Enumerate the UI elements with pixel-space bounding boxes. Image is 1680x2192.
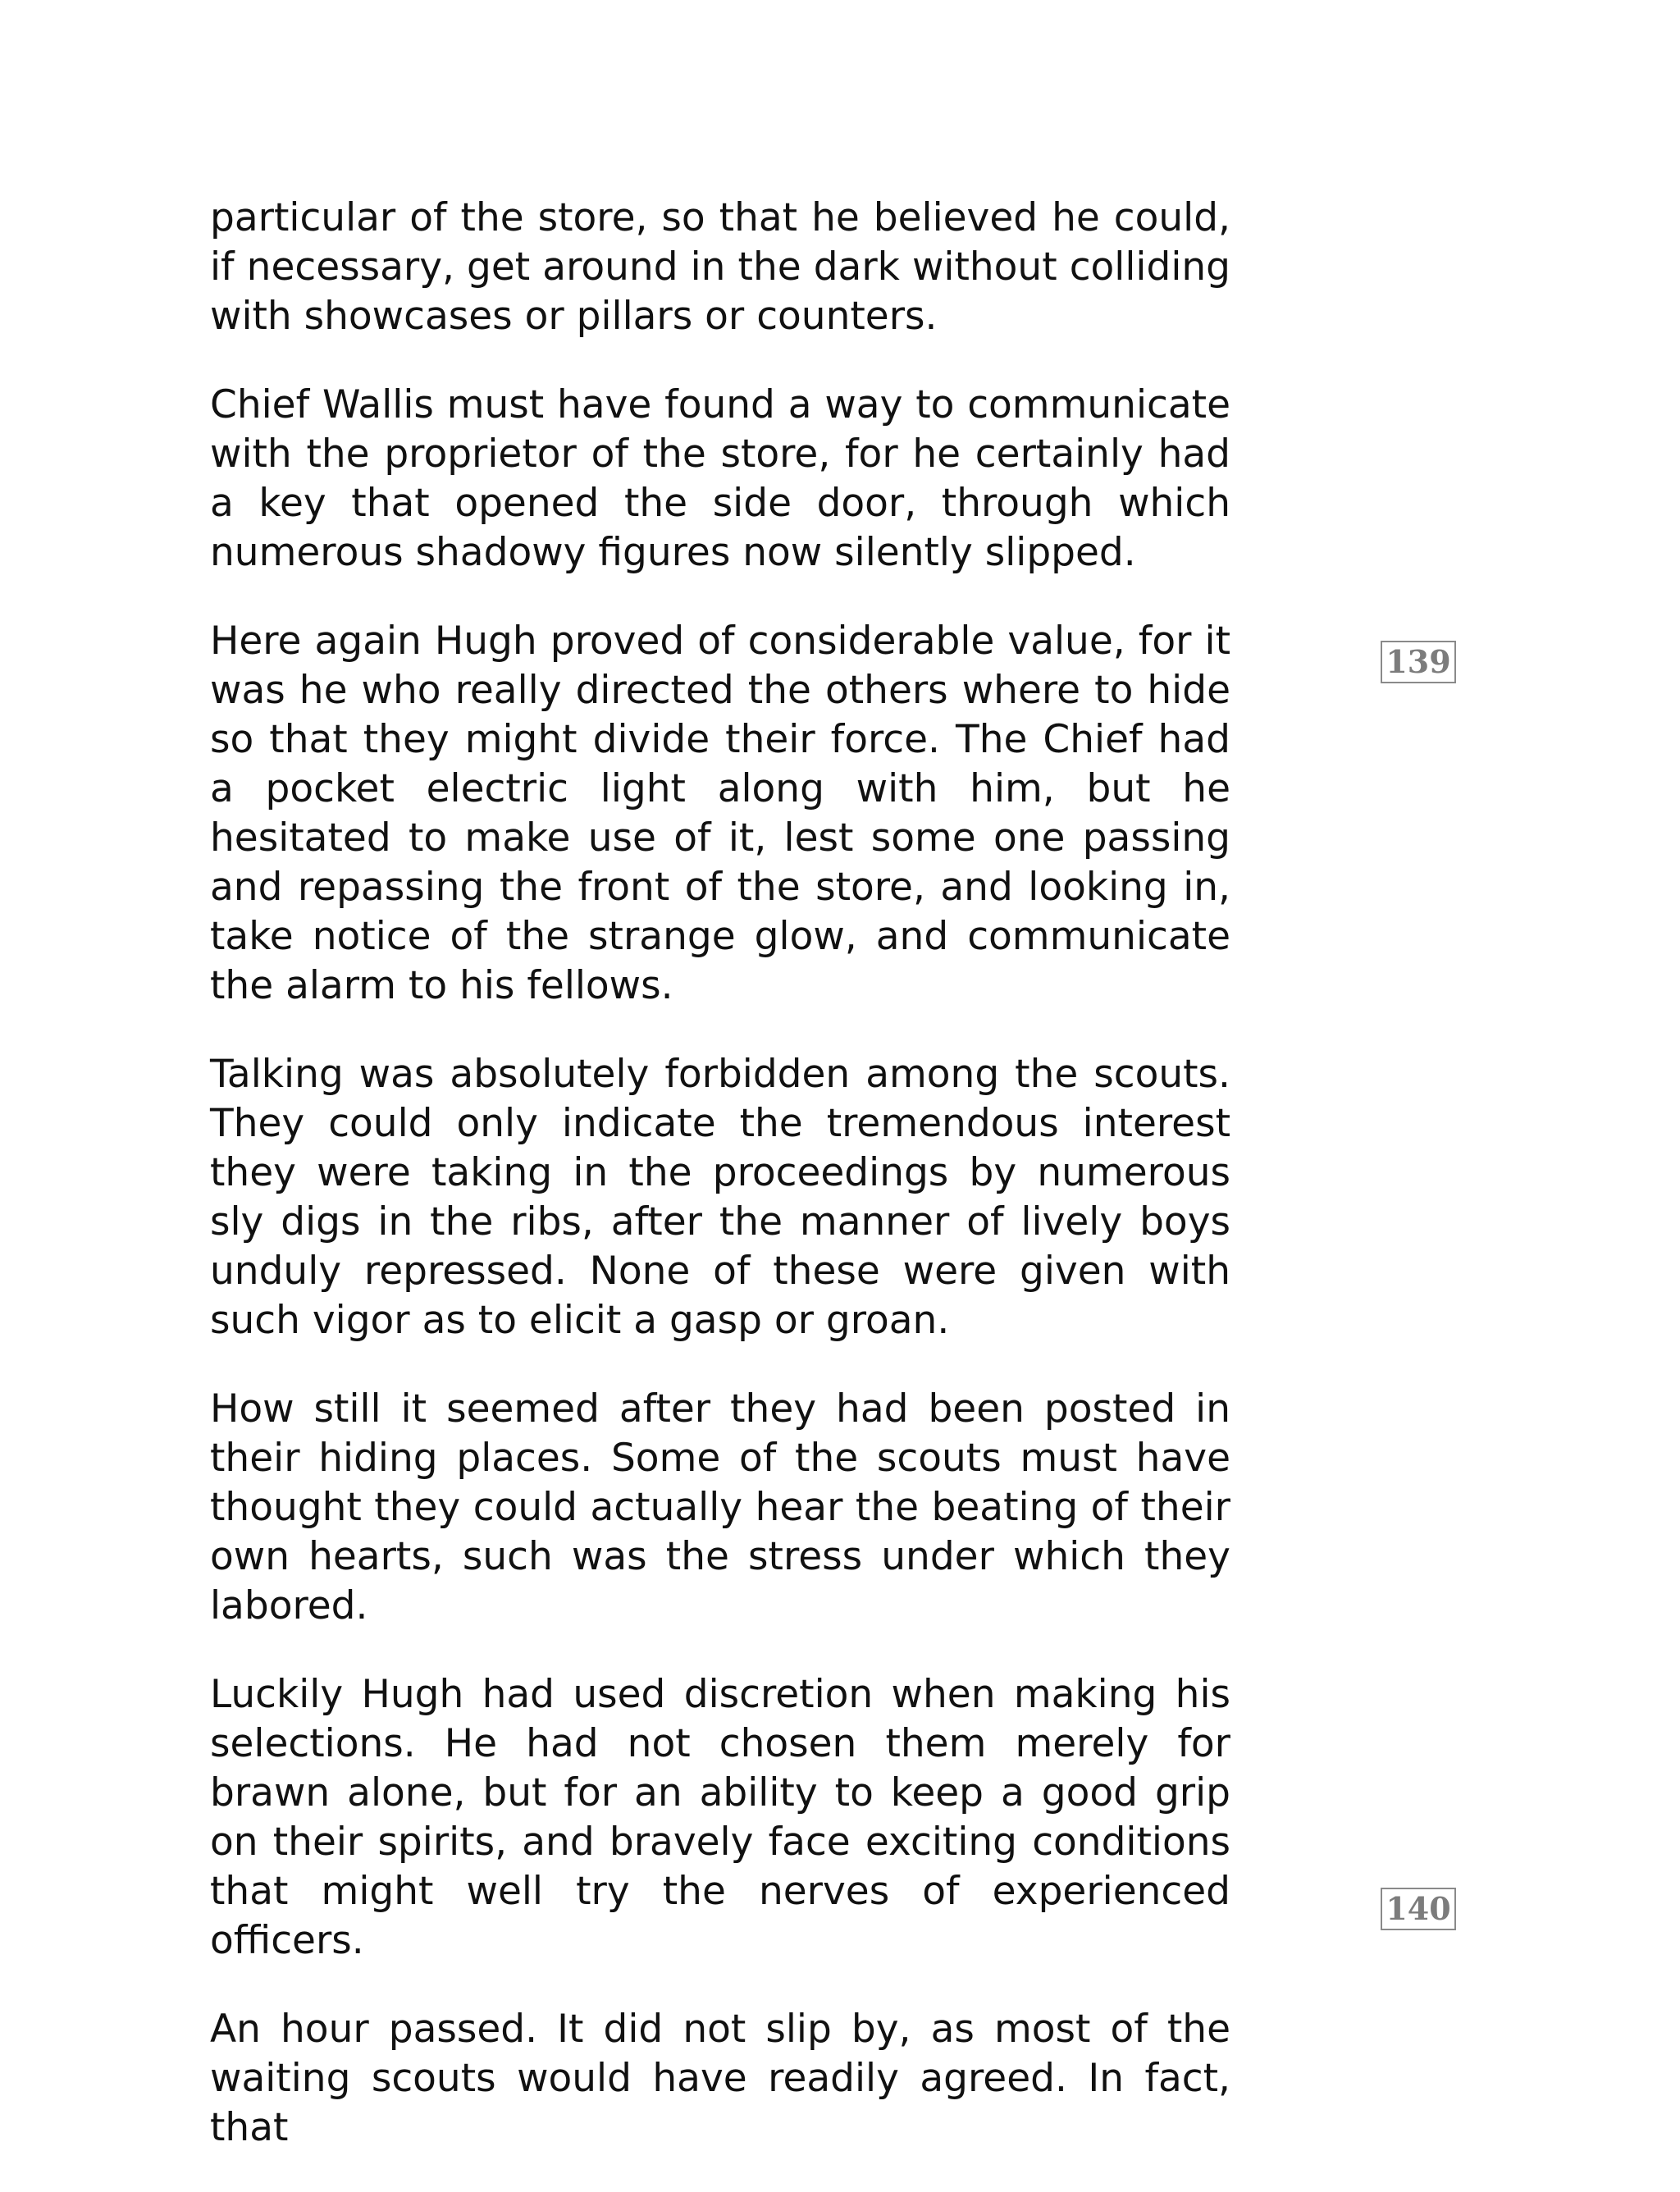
paragraph-3: Here again Hugh proved of considerable value, for it was he who really directed the others where to hide so that they might divide their force. The Chief had a pocket electric light along with him, but he hesitated to make use of it, lest some one passing and repassing the front of the store, and looking in, take notice of the strange glow, and communicate the alarm to his fellows.	[210, 619, 1230, 1008]
body-text	[210, 194, 1230, 2192]
paragraph-2: Chief Wallis must have found a way to communicate with the proprietor of the store, for he certainly had a key that opened the side door, through which numerous shadowy figures now silently slipped.	[210, 382, 1230, 575]
paragraph-1: particular of the store, so that he believed he could, if necessary, get around in the dark without colliding with showcases or pillars or counters.	[210, 195, 1230, 339]
page-marker-140: 140	[1381, 1888, 1456, 1930]
paragraph-4: Talking was absolutely forbidden among the scouts. They could only indicate the tremendous interest they were taking in the proceedings by numerous sly digs in the ribs, after the manner of lively boys unduly repressed. None of these were given with such vigor as to elicit a gasp or groan.	[210, 1052, 1230, 1343]
page-marker-139: 139	[1381, 641, 1456, 683]
paragraph-7: An hour passed. It did not slip by, as most of the waiting scouts would have readily agreed. In fact, that	[210, 2007, 1230, 2150]
paragraph-6: Luckily Hugh had used discretion when making his selections. He had not chosen them merely for brawn alone, but for an ability to keep a good grip on their spirits, and bravely face exciting conditions that might well try the nerves of experienced officers.	[210, 1672, 1230, 1963]
paragraph-5: How still it seemed after they had been posted in their hiding places. Some of the scouts must have thought they could actually hear the beating of their own hearts, such was the stress under which they labored.	[210, 1386, 1230, 1628]
